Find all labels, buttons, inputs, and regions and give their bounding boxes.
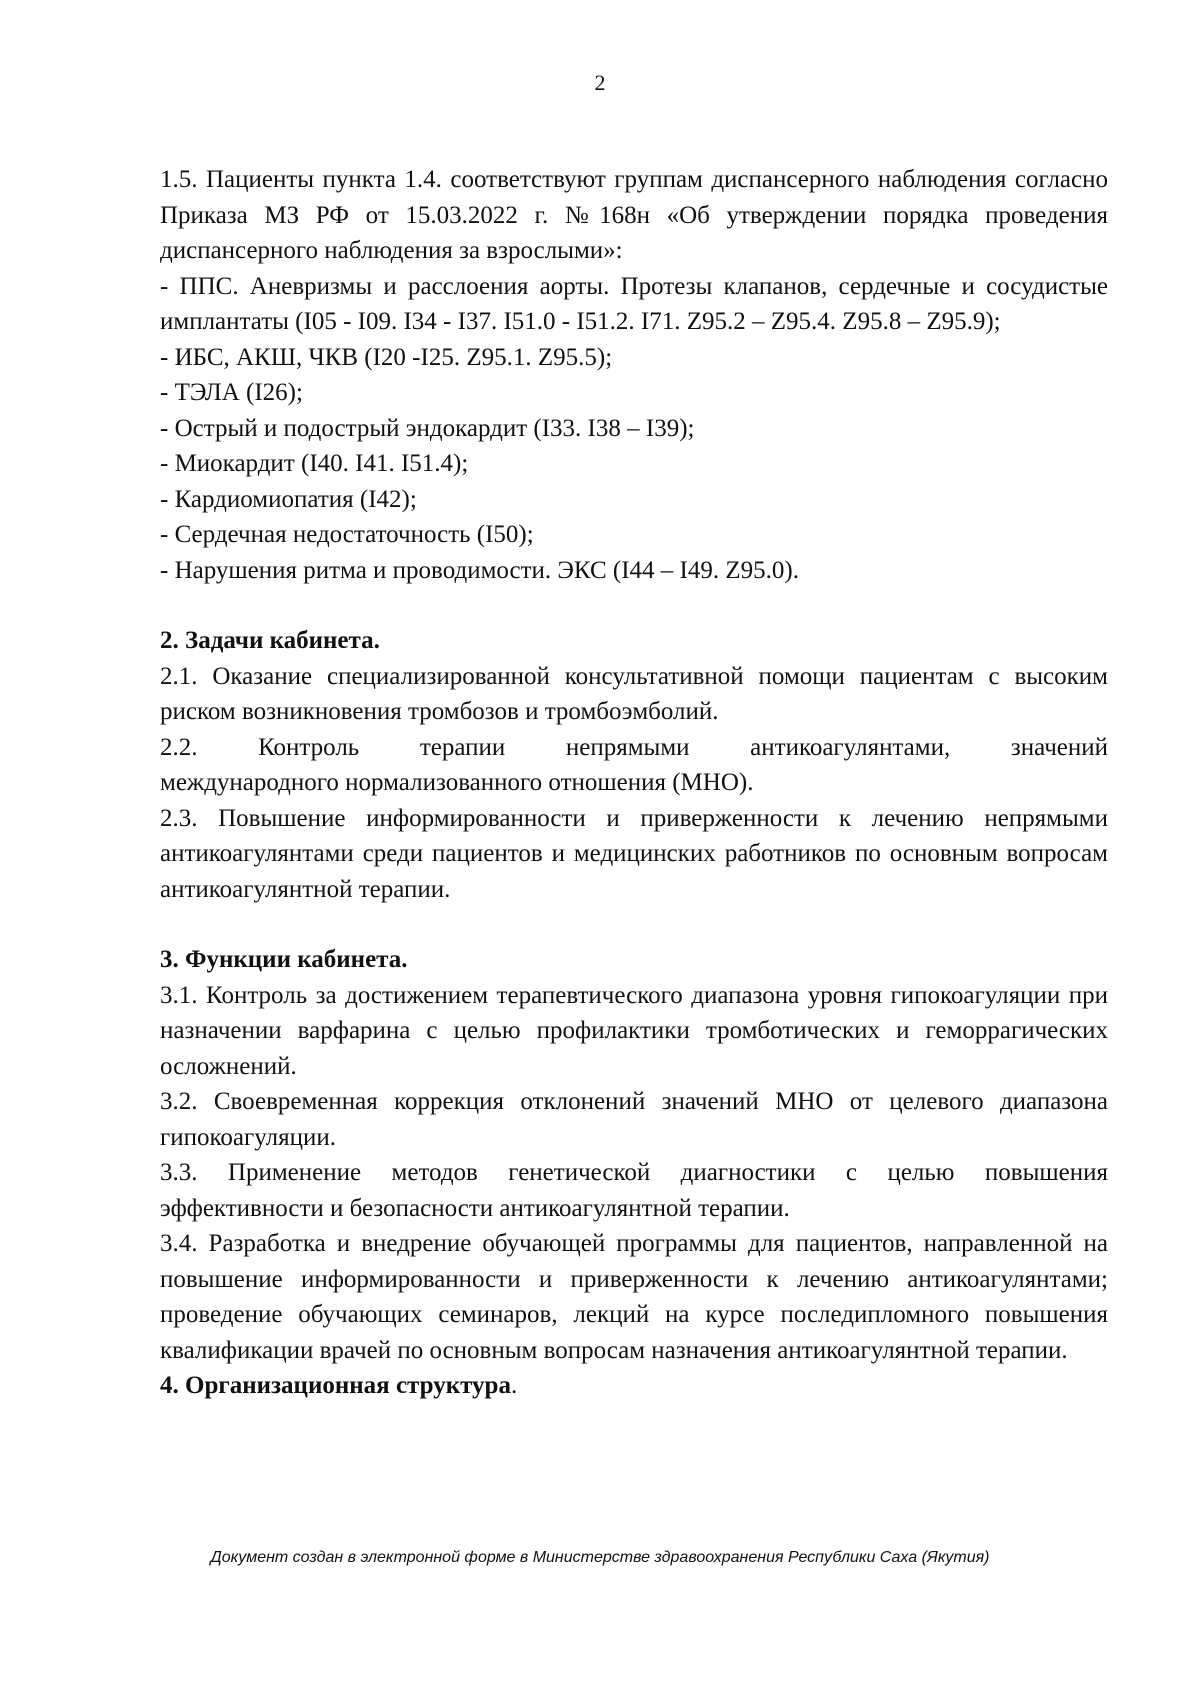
paragraph-1-5: 1.5. Пациенты пункта 1.4. соответствуют группам диспансерного наблюдения согласно Приказа МЗ РФ от 15.03.2022 г. №168н «Об утверждении порядка проведения диспансерного наблюдения за взрослыми»: bbox=[160, 166, 1108, 264]
section-4-heading bbox=[160, 1368, 1108, 1404]
list-item-arrhythmia: - Нарушения ритма и проводимости. ЭКС (I44 – I49. Z95.0). bbox=[160, 556, 799, 584]
list-item-endocarditis: - Острый и подострый эндокардит (I33. I38 – I39); bbox=[160, 414, 695, 442]
list-item-cardiomyopathy: - Кардиомиопатия (I42); bbox=[160, 485, 417, 513]
paragraph-3-2: 3.2. Своевременная коррекция отклонений значений МНО от целевого диапазона гипокоагуляции. bbox=[160, 1088, 1108, 1151]
paragraph-2-2-line-2: международного нормализованного отношения (МНО). bbox=[160, 769, 754, 796]
page-number: 2 bbox=[594, 70, 606, 95]
section-2-heading: 2. Задачи кабинета. bbox=[160, 627, 380, 654]
paragraph-2-2-line-1: 2.2. Контроль терапии непрямыми антикоагулянтами, значений bbox=[160, 733, 1108, 761]
paragraph-2-1: 2.1. Оказание специализированной консультативной помощи пациентам с высоким риском возникновения тромбозов и тромбоэмболий. bbox=[160, 662, 1108, 725]
list-item-pe: - ТЭЛА (I26); bbox=[160, 379, 303, 406]
list-item-myocarditis: - Миокардит (I40. I41. I51.4); bbox=[160, 450, 469, 477]
list-item-valve-disease: - ППС. Аневризмы и расслоения аорты. Протезы клапанов, сердечные и сосудистые имплантаты (I05 - I09. I34 - I37. I51.0 - I51.2. I71. Z95.2 – Z95.4. Z95.8 – Z95.9); bbox=[160, 272, 1108, 335]
section-spacer bbox=[160, 588, 1108, 623]
paragraph-3-3: 3.3. Применение методов генетической диагностики с целью повышения эффективности и безопасности антикоагулянтной терапии. bbox=[160, 1159, 1108, 1222]
paragraph-3-1: 3.1. Контроль за достижением терапевтического диапазона уровня гипокоагуляции при назначении варфарина с целью профилактики тромботических и геморрагических осложнений. bbox=[160, 981, 1108, 1080]
document-body bbox=[160, 162, 1108, 1404]
paragraph-3-4: 3.4. Разработка и внедрение обучающей программы для пациентов, направленной на повышение информированности и приверженности к лечению антикоагулянтами; проведение обучающих семинаров, лекций на курсе последипломного повышения квалификации врачей по основным вопросам назначения антикоагулянтной терапии. bbox=[160, 1230, 1108, 1364]
section-4-heading-period: . bbox=[510, 1372, 518, 1399]
paragraph-2-3: 2.3. Повышение информированности и приверженности к лечению непрямыми антикоагулянтами среди пациентов и медицинских работников по основным вопросам антикоагулянтной терапии. bbox=[160, 804, 1108, 903]
section-spacer bbox=[160, 907, 1108, 942]
list-item-ihd: - ИБС, АКШ, ЧКВ (I20 -I25. Z95.1. Z95.5); bbox=[160, 343, 613, 371]
footer-note: Документ создан в электронной форме в Министерстве здравоохранения Республики Саха (Якутия) bbox=[210, 1549, 990, 1566]
list-item-heart-failure: - Сердечная недостаточность (I50); bbox=[160, 521, 534, 548]
section-4-heading-text: 4. Организационная структура bbox=[160, 1372, 511, 1399]
section-3-heading: 3. Функции кабинета. bbox=[160, 946, 408, 973]
